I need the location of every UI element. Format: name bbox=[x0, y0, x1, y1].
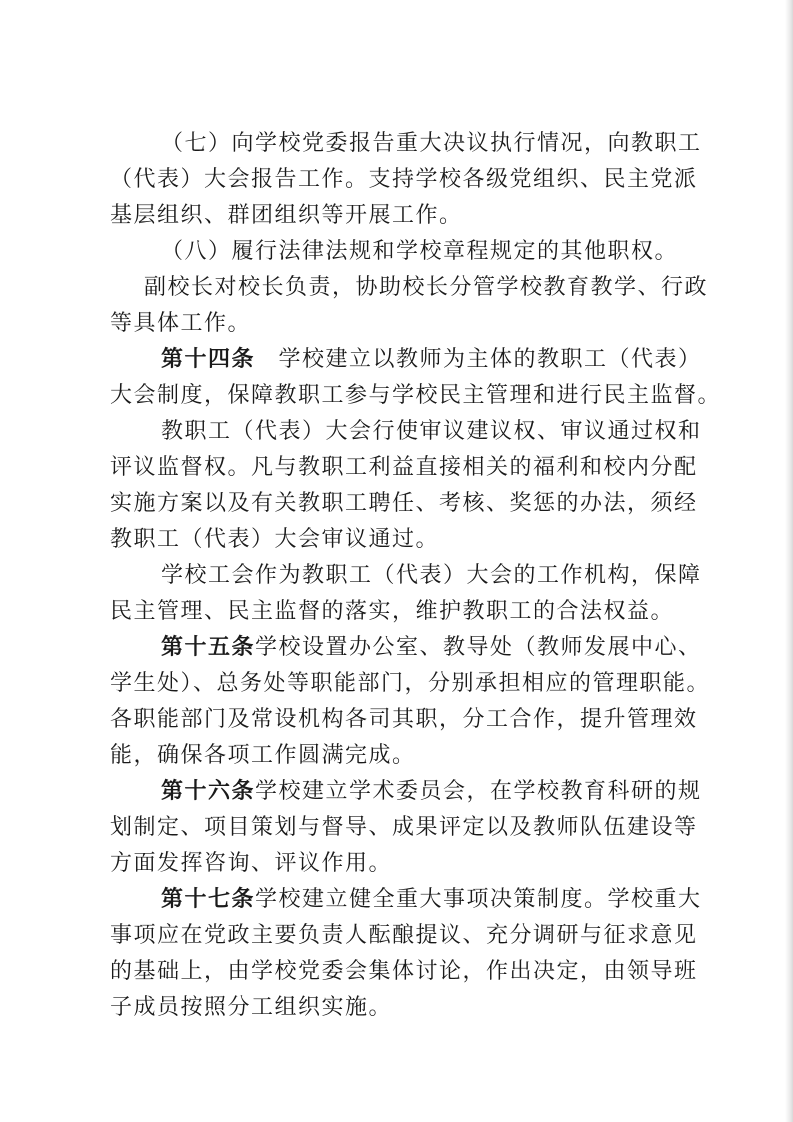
text-line bbox=[110, 382, 721, 410]
line-text: （七）向学校党委报告重大决议执行情况，向教职工 bbox=[161, 131, 702, 156]
article-17-line bbox=[161, 886, 702, 914]
article-heading: 第十七条 bbox=[161, 887, 256, 912]
line-text: 实施方案以及有关教职工聘任、考核、奖惩的办法，须经 bbox=[110, 491, 698, 516]
text-line bbox=[110, 994, 392, 1022]
article-14-line bbox=[161, 346, 702, 374]
text-line bbox=[110, 454, 698, 482]
line-text: 等具体工作。 bbox=[110, 311, 252, 336]
text-line bbox=[161, 238, 678, 266]
text-line bbox=[110, 310, 251, 338]
line-text: 学校建立学术委员会，在学校教育科研的规 bbox=[255, 779, 702, 804]
text-line bbox=[110, 814, 698, 842]
line-text: 学校设置办公室、教导处（教师发展中心、 bbox=[255, 635, 702, 660]
text-line bbox=[110, 526, 439, 554]
line-text: 大会制度，保障教职工参与学校民主管理和进行民主监督。 bbox=[110, 383, 722, 408]
line-text: 教职工（代表）大会行使审议建议权、审议通过权和 bbox=[161, 419, 702, 444]
line-text: 教职工（代表）大会审议通过。 bbox=[110, 527, 440, 552]
text-line bbox=[110, 166, 698, 194]
line-text: 评议监督权。凡与教职工利益直接相关的福利和校内分配 bbox=[110, 455, 698, 480]
line-text: 各职能部门及常设机构各司其职，分工合作，提升管理效 bbox=[110, 707, 698, 732]
line-text: 子成员按照分工组织实施。 bbox=[110, 995, 393, 1020]
text-line bbox=[110, 490, 698, 518]
line-text: 学校建立健全重大事项决策制度。学校重大 bbox=[255, 887, 702, 912]
article-heading: 第十六条 bbox=[161, 779, 256, 804]
article-16-line bbox=[161, 778, 702, 806]
line-text: （代表）大会报告工作。支持学校各级党组织、民主党派 bbox=[110, 167, 698, 192]
line-text: 民主管理、民主监督的落实，维护教职工的合法权益。 bbox=[110, 599, 675, 624]
article-15-line bbox=[161, 634, 702, 662]
line-text: 的基础上，由学校党委会集体讨论，作出决定，由领导班 bbox=[110, 959, 698, 984]
line-text: （八）履行法律法规和学校章程规定的其他职权。 bbox=[161, 239, 679, 264]
text-line bbox=[110, 742, 416, 770]
text-line bbox=[161, 130, 702, 158]
line-text: 划制定、项目策划与督导、成果评定以及教师队伍建设等 bbox=[110, 815, 698, 840]
text-line bbox=[110, 202, 463, 230]
article-heading: 第十四条 bbox=[161, 347, 256, 372]
text-line bbox=[144, 274, 708, 302]
page-edge-shadow bbox=[785, 0, 793, 1122]
text-line bbox=[110, 706, 698, 734]
text-line bbox=[161, 418, 702, 446]
line-text: 方面发挥咨询、评议作用。 bbox=[110, 851, 393, 876]
text-line bbox=[110, 922, 698, 950]
text-line bbox=[110, 670, 710, 698]
line-text: 学校建立以教师为主体的教职工（代表） bbox=[255, 347, 702, 372]
line-text: 学生处）、总务处等职能部门，分别承担相应的管理职能。 bbox=[110, 671, 711, 696]
article-heading: 第十五条 bbox=[161, 635, 256, 660]
line-text: 基层组织、群团组织等开展工作。 bbox=[110, 203, 463, 228]
text-line bbox=[110, 850, 392, 878]
line-text: 学校工会作为教职工（代表）大会的工作机构，保障 bbox=[161, 563, 702, 588]
text-line bbox=[110, 958, 698, 986]
text-line bbox=[161, 562, 702, 590]
line-text: 副校长对校长负责，协助校长分管学校教育教学、行政 bbox=[144, 275, 709, 300]
line-text: 事项应在党政主要负责人酝酿提议、充分调研与征求意见 bbox=[110, 923, 698, 948]
line-text: 能，确保各项工作圆满完成。 bbox=[110, 743, 416, 768]
text-line bbox=[110, 598, 674, 626]
